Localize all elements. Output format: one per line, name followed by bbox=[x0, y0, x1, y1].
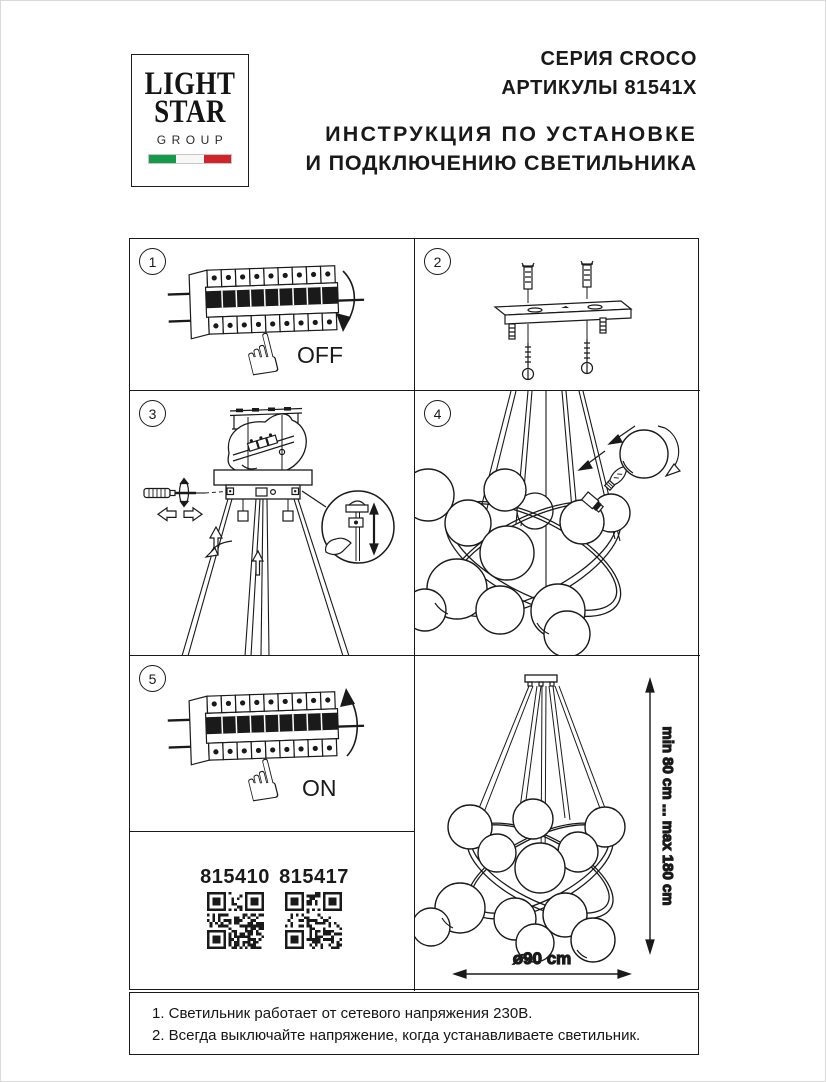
step-4-badge bbox=[424, 400, 451, 427]
step-5-panel bbox=[130, 656, 415, 832]
italian-flag-icon bbox=[148, 154, 232, 164]
chandelier-dimensions-illustration bbox=[415, 656, 700, 991]
instruction-title-line2: И ПОДКЛЮЧЕНИЮ СВЕТИЛЬНИКА bbox=[305, 151, 697, 175]
breaker-on-illustration bbox=[130, 656, 415, 832]
step-3-panel bbox=[130, 391, 415, 656]
flag-white bbox=[176, 155, 203, 163]
step-5-number: 5 bbox=[148, 670, 157, 687]
notes-box bbox=[129, 992, 699, 1055]
step-4-panel bbox=[415, 391, 700, 656]
step-3-badge bbox=[139, 400, 166, 427]
logo-line2: STAR bbox=[154, 94, 226, 130]
step-4-number: 4 bbox=[433, 405, 442, 422]
instruction-grid bbox=[129, 238, 699, 990]
breaker-off-illustration bbox=[130, 239, 415, 391]
mounting-bracket-illustration bbox=[415, 239, 700, 391]
on-label: ON bbox=[302, 775, 337, 801]
step-2-panel bbox=[415, 239, 700, 391]
flag-red bbox=[204, 155, 231, 163]
canopy-mount-illustration bbox=[130, 391, 415, 656]
step-3-number: 3 bbox=[148, 405, 157, 422]
flag-green bbox=[149, 155, 176, 163]
note-line-2: 2. Всегда выключайте напряжение, когда устанавливаете светильник. bbox=[152, 1027, 641, 1044]
step-1-number: 1 bbox=[148, 253, 157, 270]
qr-code-right bbox=[285, 892, 342, 949]
dimensions-panel bbox=[415, 656, 700, 991]
step-2-number: 2 bbox=[433, 253, 442, 270]
off-label: OFF bbox=[297, 342, 343, 368]
qr-panel bbox=[130, 832, 415, 991]
step-5-badge bbox=[139, 665, 166, 692]
step-1-panel bbox=[130, 239, 415, 391]
step-2-badge bbox=[424, 248, 451, 275]
qr-code-left bbox=[207, 892, 264, 949]
logo-line1: LIGHT bbox=[144, 66, 236, 102]
articles-title: АРТИКУЛЫ 81541X bbox=[501, 77, 697, 99]
qr-code-right-label: 815417 bbox=[279, 866, 349, 888]
series-title: СЕРИЯ CROCO bbox=[540, 48, 697, 70]
header-block bbox=[306, 45, 697, 178]
chandelier-assembly-illustration bbox=[415, 391, 700, 656]
logo-line3: GROUP bbox=[156, 133, 229, 147]
note-line-1: 1. Светильник работает от сетевого напряжения 230В. bbox=[152, 1005, 533, 1022]
qr-code-left-label: 815410 bbox=[200, 866, 270, 888]
lightstar-logo bbox=[131, 54, 249, 187]
step-1-badge bbox=[139, 248, 166, 275]
height-dimension-label: min 80 cm ... max 180 cm bbox=[659, 726, 676, 906]
diameter-dimension-label: ø90 cm bbox=[512, 949, 572, 968]
instruction-title-line1: ИНСТРУКЦИЯ ПО УСТАНОВКЕ bbox=[325, 122, 697, 146]
